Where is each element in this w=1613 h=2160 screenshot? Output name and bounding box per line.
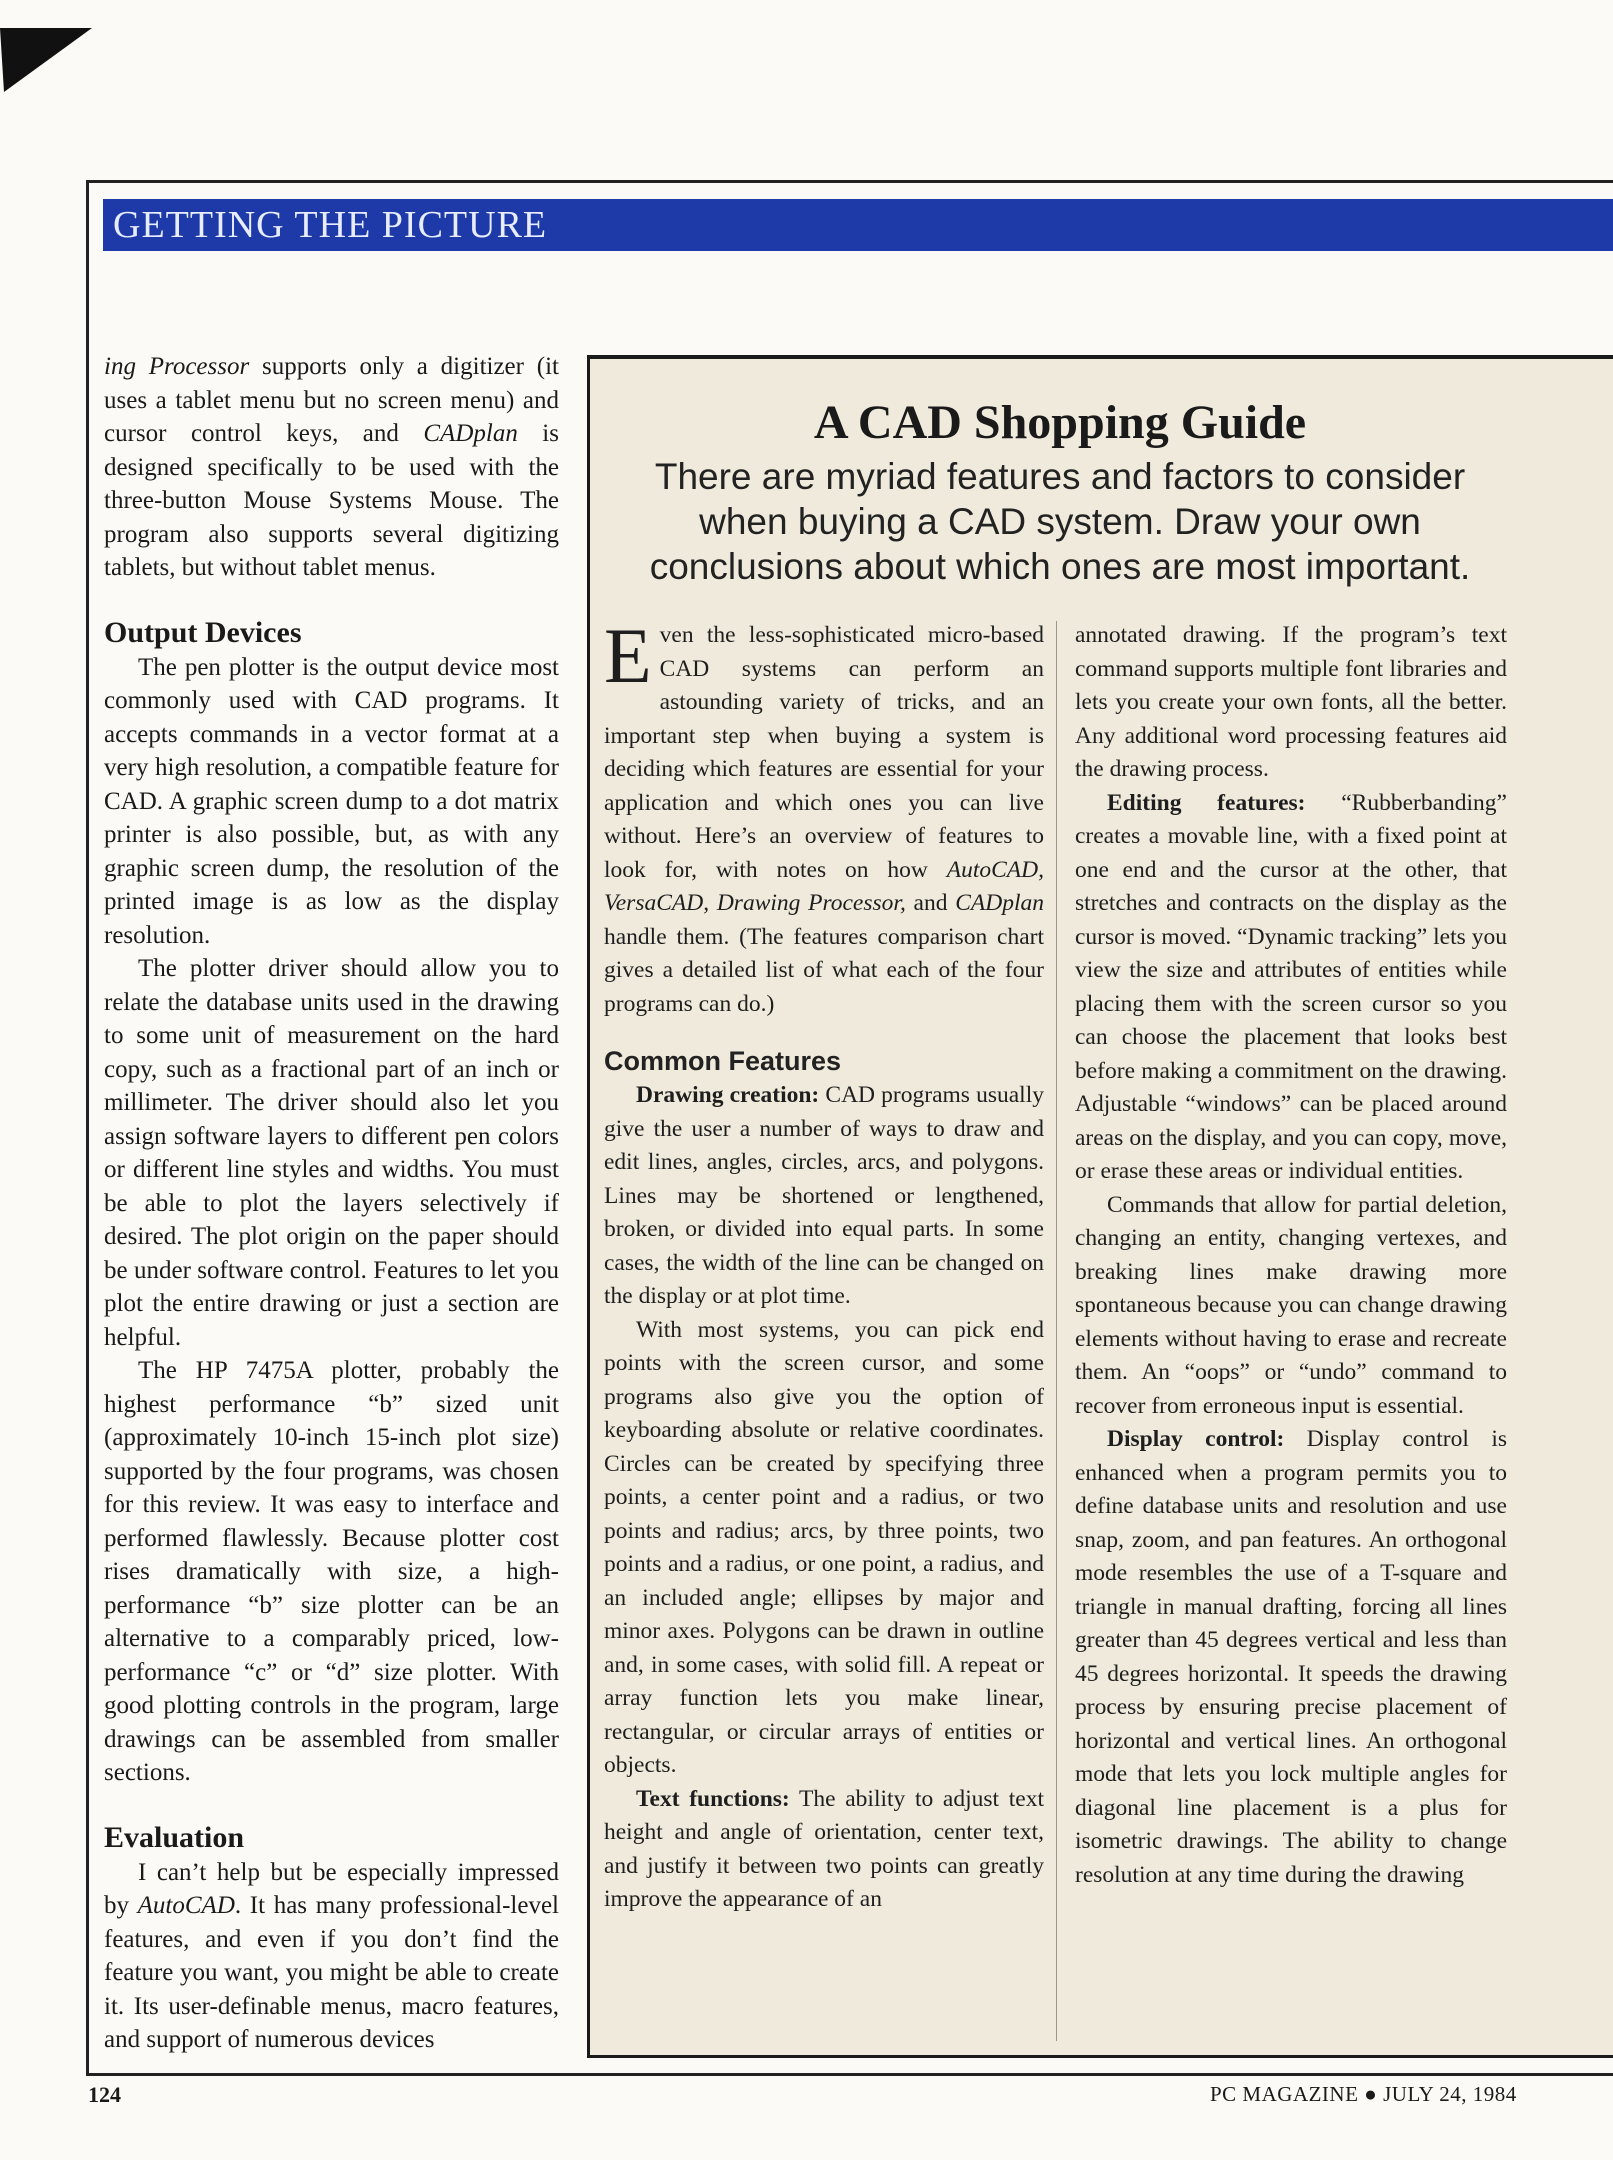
eval-text-a: I can’t help but be especially impressed by [104, 1858, 559, 1919]
evaluation-heading: Evaluation [104, 1820, 245, 1854]
sidebar-deck: There are myriad features and factors to consider when buying a CAD system. Draw your own conclusions about which ones are most important. [649, 456, 1471, 587]
display-control-lead: Display control: [1107, 1426, 1285, 1452]
sidebar-column-1 [604, 612, 1044, 1917]
drawing-creation-paragraph [604, 1079, 1044, 1314]
text-functions-lead: Text functions: [636, 1785, 790, 1812]
sidebar-intro-b: and [905, 890, 956, 916]
column-divider [1056, 621, 1057, 2041]
editing-features-lead: Editing features: [1107, 789, 1306, 816]
corner-triangle-mark [0, 0, 95, 95]
page-frame-bottom-rule [86, 2073, 1613, 2076]
evaluation-paragraph [104, 1856, 559, 2057]
drawing-creation-text: CAD programs usually give the user a number of ways to draw and edit lines, angles, circles, arcs, and polygons. Lines may be shortened or lengthened, broken, or divided into equal parts. In some cases, the width of the line can be changed on the display or at plot time. [604, 1082, 1044, 1309]
endpoints-paragraph: With most systems, you can pick end points with the screen cursor, and some programs also give you the option of keyboarding absolute or relative coordinates. Circles can be created by specifying three points, a center point and a radius, or two points and radius; arcs, by three points, two points and a radius, or one point, a radius, and an included angle; ellipses by major and minor axes. Polygons can be drawn in outline and, in some cases, with solid fill. A repeat or array function lets you make linear, rectangular, or circular arrays of entities or objects. [604, 1316, 1044, 1778]
display-control-paragraph [1075, 1423, 1507, 1892]
display-control-text: Display control is enhanced when a program permits you to define database units and resolution and use snap, zoom, and pan features. An orthogonal mode resembles the use of a T-square and triangle in manual drafting, forcing all lines greater than 45 degrees vertical and less than 45 degrees horizontal. It speeds the drawing process by ensuring precise placement of horizontal and vertical lines. An orthogonal mode that lets you lock multiple angles for diagonal line placement is a plus for isometric drawings. The ability to change resolution at any time during the drawing [1075, 1426, 1508, 1888]
spacer [104, 1790, 559, 1820]
intro-italic-title-2: CADplan [423, 420, 518, 447]
publication-footer: PC MAGAZINE ● JULY 24, 1984 [1210, 2082, 1517, 2106]
eval-italic-title: AutoCAD [137, 1892, 235, 1919]
shopping-guide-sidebar [587, 355, 1613, 2058]
spacer [604, 1021, 1044, 1043]
sidebar-intro-c: handle them. (The features comparison chart gives a detailed list of what each of the four programs can do.) [604, 923, 1044, 1017]
sidebar-title: A CAD Shopping Guide [813, 396, 1307, 449]
page-frame-left-rule [86, 180, 89, 2075]
intro-italic-title: ing Processor [104, 353, 250, 380]
output-paragraph-1: The pen plotter is the output device most commonly used with CAD programs. It accepts commands in a vector format at a very high resolution, a compatible feature for CAD. A graphic screen dump to a dot matrix printer is also possible, but, as with any graphic screen dump, the resolution of the printed image is as low as the display resolution. [104, 653, 559, 949]
output-paragraph-2: The plotter driver should allow you to relate the database units used in the drawing to some unit of measurement on the hard copy, such as a fractional part of an inch or millimeter. The driver should also let you assign software layers to different pen colors or different line styles and widths. You must be able to plot the layers selectively if desired. The plot origin on the paper should be under software control. Features to let you plot the entire drawing or just a section are helpful. [104, 955, 559, 1351]
editing-features-paragraph [1075, 787, 1507, 1189]
text-functions-paragraph [604, 1783, 1044, 1917]
page-frame-top-rule [86, 180, 1613, 183]
eval-text-b: . It has many professional-level features, and even if you don’t find the feature you want, you might be able to create it. Its user-definable menus, macro features, and support of numerous devices [104, 1892, 559, 2053]
sidebar-intro-italic-2: CADplan [955, 890, 1044, 916]
drawing-creation-lead: Drawing creation: [636, 1082, 820, 1108]
annotated-continuation: annotated drawing. If the program’s text command supports multiple font libraries and lets you create your own fonts, all the better. Any additional word processing features aid the drawing process. [1075, 622, 1507, 782]
left-column [104, 350, 559, 2057]
common-features-heading: Common Features [604, 1046, 842, 1076]
sidebar-intro-italic: AutoCAD, VersaCAD, Drawing Processor, [604, 856, 1044, 916]
sidebar-intro-a: ven the less-sophisticated micro-based CAD systems can perform an astounding variety of tricks, and an important step when buying a system is deciding which features are essential for your application and which ones you can live without. Here’s an overview of features to look for, with notes on how [604, 622, 1044, 883]
spacer [104, 585, 559, 615]
sidebar-column-2 [1075, 619, 1507, 1892]
intro-text-b: is designed specifically to be used with the three-button Mouse Systems Mouse. The program also supports several digitizing tablets, but without tablet menus. [104, 420, 559, 581]
section-banner: GETTING THE PICTURE [103, 199, 1613, 251]
intro-paragraph [104, 350, 559, 585]
page-number: 124 [88, 2082, 121, 2107]
intro-text-a: supports only a digitizer (it uses a tablet menu but no screen menu) and cursor control keys, and [104, 353, 559, 447]
editing-features-text: “Rubberbanding” creates a movable line, with a fixed point at one end and the cursor at the other, that stretches and contracts on the display as the cursor is moved. “Dynamic tracking” lets you view the size and attributes of entities while placing them with the screen cursor so you can choose the placement that looks best before making a commitment on the drawing. Adjustable “windows” can be placed around areas on the display, and you can copy, move, or erase these areas or individual entities. [1075, 789, 1507, 1184]
output-paragraph-3: The HP 7475A plotter, probably the highest performance “b” sized unit (approximately 10-inch 15-inch plot size) supported by the four programs, was chosen for this review. It was easy to interface and performed flawlessly. Because plotter cost rises dramatically with size, a high-performance “b” size plotter can be an alternative to a comparably priced, low-performance “c” or “d” size plotter. With good plotting controls in the program, large drawings can be assembled from smaller sections. [104, 1357, 559, 1786]
drop-cap: E [604, 612, 652, 699]
output-devices-heading: Output Devices [104, 615, 302, 649]
sidebar-intro-paragraph [604, 612, 1044, 1021]
text-functions-text: The ability to adjust text height and angle of orientation, center text, and justify it between two points can greatly improve the appearance of an [604, 1785, 1044, 1912]
commands-paragraph: Commands that allow for partial deletion, changing an entity, changing vertexes, and breaking lines make drawing more spontaneous because you can change drawing elements without having to erase and recreate them. An “oops” or “undo” command to recover from erroneous input is essential. [1075, 1191, 1507, 1419]
